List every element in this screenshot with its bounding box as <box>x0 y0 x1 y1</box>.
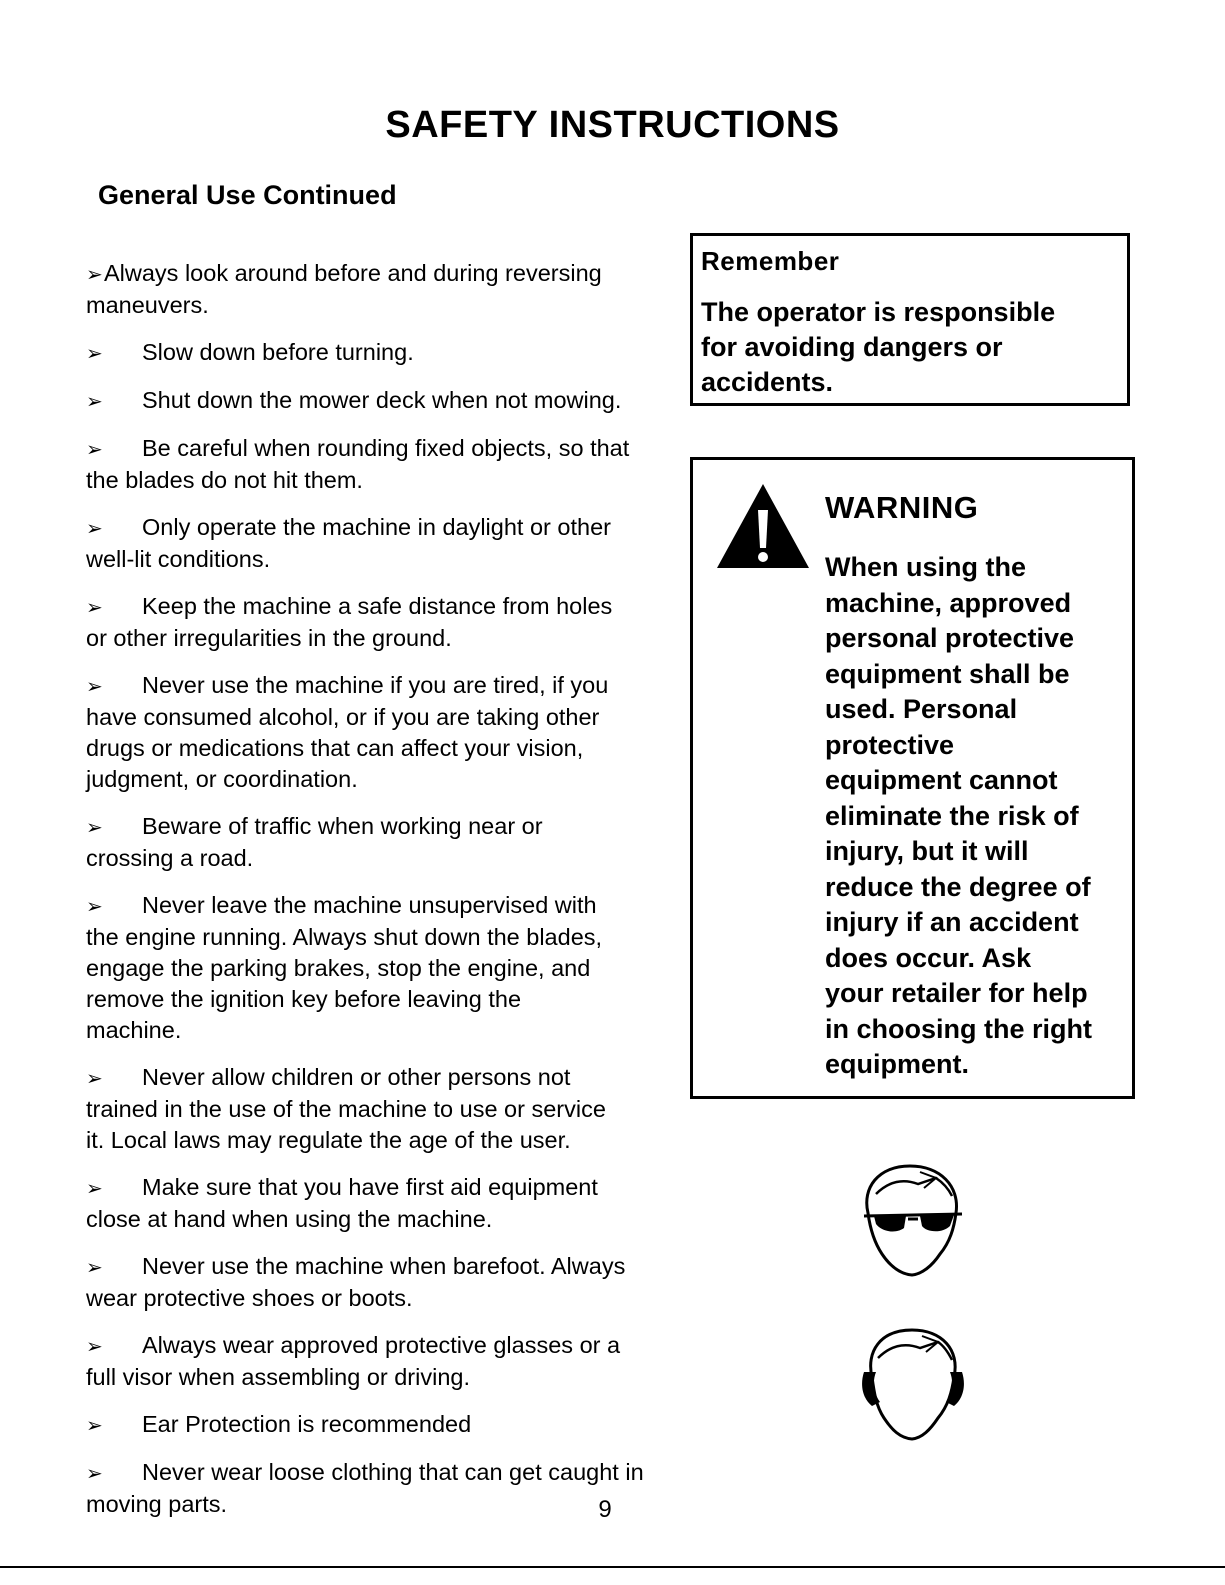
face-with-glasses-icon <box>858 1158 968 1280</box>
arrow-bullet-icon: ➢ <box>86 389 103 413</box>
arrow-bullet-icon: ➢ <box>86 262 103 286</box>
list-item: ➢ Never allow children or other persons not trained in the use of the machine to use or service it. Local laws may regulate the age of the user. <box>86 1064 606 1153</box>
list-item: ➢Always look around before and during reversing maneuvers. <box>86 260 602 318</box>
safety-bullet-list <box>86 258 686 1536</box>
list-item: ➢ Beware of traffic when working near or crossing a road. <box>86 813 543 871</box>
list-item: ➢ Never leave the machine unsupervised with the engine running. Always shut down the blades, engage the parking brakes, stop the engine, and remove the ignition key before leaving the machine. <box>86 892 603 1043</box>
arrow-bullet-icon: ➢ <box>86 1461 103 1485</box>
list-item: ➢ Shut down the mower deck when not mowing. <box>86 385 686 417</box>
warning-heading: WARNING <box>825 490 979 525</box>
page-title: SAFETY INSTRUCTIONS <box>385 104 840 146</box>
remember-text: The operator is responsible for avoiding dangers or accidents. <box>701 297 1056 397</box>
arrow-bullet-icon: ➢ <box>86 1334 103 1358</box>
face-with-ear-protection-icon <box>858 1322 968 1444</box>
arrow-bullet-icon: ➢ <box>86 437 103 461</box>
list-item: ➢ Never wear loose clothing that can get caught in moving parts. <box>86 1459 644 1517</box>
arrow-bullet-icon: ➢ <box>86 1255 103 1279</box>
arrow-bullet-icon: ➢ <box>86 341 103 365</box>
arrow-bullet-icon: ➢ <box>86 674 103 698</box>
remember-heading: Remember <box>701 246 840 276</box>
arrow-bullet-icon: ➢ <box>86 1176 103 1200</box>
arrow-bullet-icon: ➢ <box>86 595 103 619</box>
remember-callout <box>690 233 1130 406</box>
warning-text: When using the machine, approved personal protective equipment shall be used. Personal protective equipment cannot eliminate the risk of injury, but it will reduce the degree of injury if an accident does occur. Ask your retailer for help in choosing the right equipment. <box>825 552 1092 1079</box>
warning-triangle-icon <box>715 482 811 570</box>
list-item: ➢ Never use the machine when barefoot. Always wear protective shoes or boots. <box>86 1253 626 1311</box>
list-item: ➢ Make sure that you have first aid equipment close at hand when using the machine. <box>86 1174 598 1232</box>
list-item: ➢ Never use the machine if you are tired, if you have consumed alcohol, or if you are taking other drugs or medications that can affect your vision, judgment, or coordination. <box>86 672 609 792</box>
warning-callout <box>690 457 1135 1099</box>
page-number: 9 <box>598 1496 612 1523</box>
arrow-bullet-icon: ➢ <box>86 1413 103 1437</box>
list-item: ➢ Only operate the machine in daylight or other well-lit conditions. <box>86 514 611 572</box>
arrow-bullet-icon: ➢ <box>86 516 103 540</box>
list-item: ➢ Always wear approved protective glasses or a full visor when assembling or driving. <box>86 1332 621 1390</box>
list-item: ➢ Be careful when rounding fixed objects, so that the blades do not hit them. <box>86 435 630 493</box>
list-item: ➢ Slow down before turning. <box>86 337 686 369</box>
arrow-bullet-icon: ➢ <box>86 815 103 839</box>
bottom-divider <box>0 1566 1225 1568</box>
section-subtitle: General Use Continued <box>98 180 397 210</box>
list-item: ➢ Ear Protection is recommended <box>86 1409 686 1441</box>
list-item: ➢ Keep the machine a safe distance from holes or other irregularities in the ground. <box>86 593 613 651</box>
arrow-bullet-icon: ➢ <box>86 1066 103 1090</box>
arrow-bullet-icon: ➢ <box>86 894 103 918</box>
